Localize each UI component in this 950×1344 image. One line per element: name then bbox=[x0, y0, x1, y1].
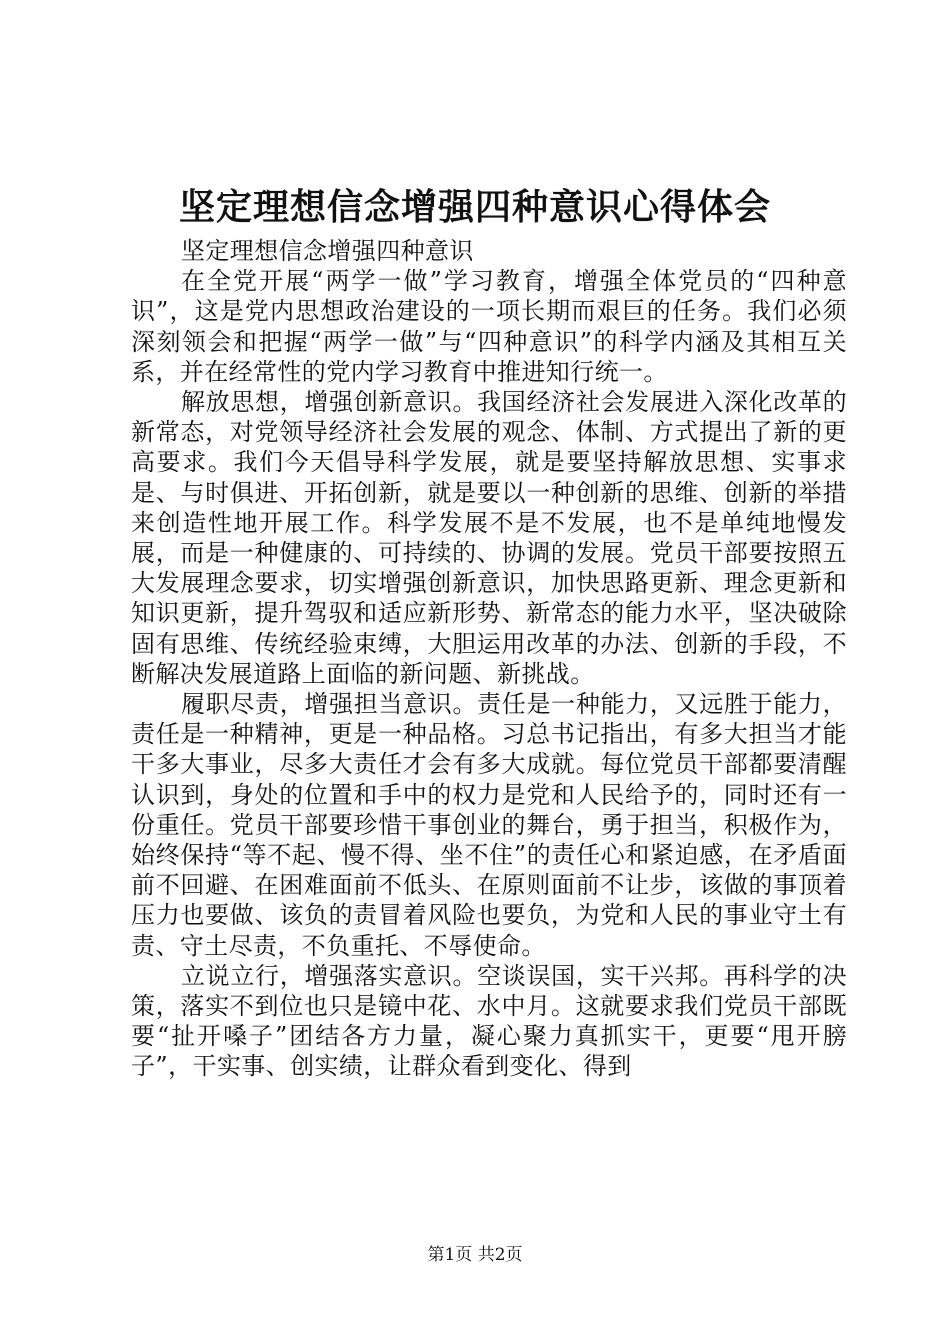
paragraph-intro: 在全党开展“两学一做”学习教育，增强全体党员的“四种意识”，这是党内思想政治建设的一项长期而艰巨的任务。我们必须深刻领会和把握“两学一做”与“四种意识”的科学内涵及其相互关系，并在经常性的党内学习教育中推进知行统一。 bbox=[131, 267, 847, 386]
document-body bbox=[131, 236, 847, 1082]
paragraph-responsibility: 履职尽责，增强担当意识。责任是一种能力，又远胜于能力，责任是一种精神，更是一种品格。习总书记指出，有多大担当才能干多大事业，尽多大责任才会有多大成就。每位党员干部都要清醒认识到，身处的位置和手中的权力是党和人民给予的，同时还有一份重任。党员干部要珍惜干事创业的舞台，勇于担当，积极作为，始终保持“等不起、慢不得、坐不住”的责任心和紧迫感，在矛盾面前不回避、在困难面前不低头、在原则面前不让步，该做的事顶着压力也要做、该负的责冒着风险也要负，为党和人民的事业守土有责、守土尽责，不负重托、不辱使命。 bbox=[131, 690, 847, 960]
page-number: 第1页 共2页 bbox=[427, 1245, 523, 1265]
document-title: 坚定理想信念增强四种意识心得体会 bbox=[178, 186, 771, 228]
paragraph-innovation: 解放思想，增强创新意识。我国经济社会发展进入深化改革的新常态，对党领导经济社会发展的观念、体制、方式提出了新的更高要求。我们今天倡导科学发展，就是要坚持解放思想、实事求是、与时俱进、开拓创新，就是要以一种创新的思维、创新的举措来创造性地开展工作。科学发展不是不发展，也不是单纯地慢发展，而是一种健康的、可持续的、协调的发展。党员干部要按照五大发展理念要求，切实增强创新意识，加快思路更新、理念更新和知识更新，提升驾驭和适应新形势、新常态的能力水平，坚决破除固有思维、传统经验束缚，大胆运用改革的办法、创新的手段，不断解决发展道路上面临的新问题、新挑战。 bbox=[131, 388, 847, 688]
paragraph-implementation: 立说立行，增强落实意识。空谈误国，实干兴邦。再科学的决策，落实不到位也只是镜中花、水中月。这就要求我们党员干部既要“扯开嗓子”团结各方力量，凝心聚力真抓实干，更要“甩开膀子”，干实事、创实绩，让群众看到变化、得到 bbox=[131, 961, 847, 1081]
paragraph-subtitle: 坚定理想信念增强四种意识 bbox=[181, 237, 474, 265]
